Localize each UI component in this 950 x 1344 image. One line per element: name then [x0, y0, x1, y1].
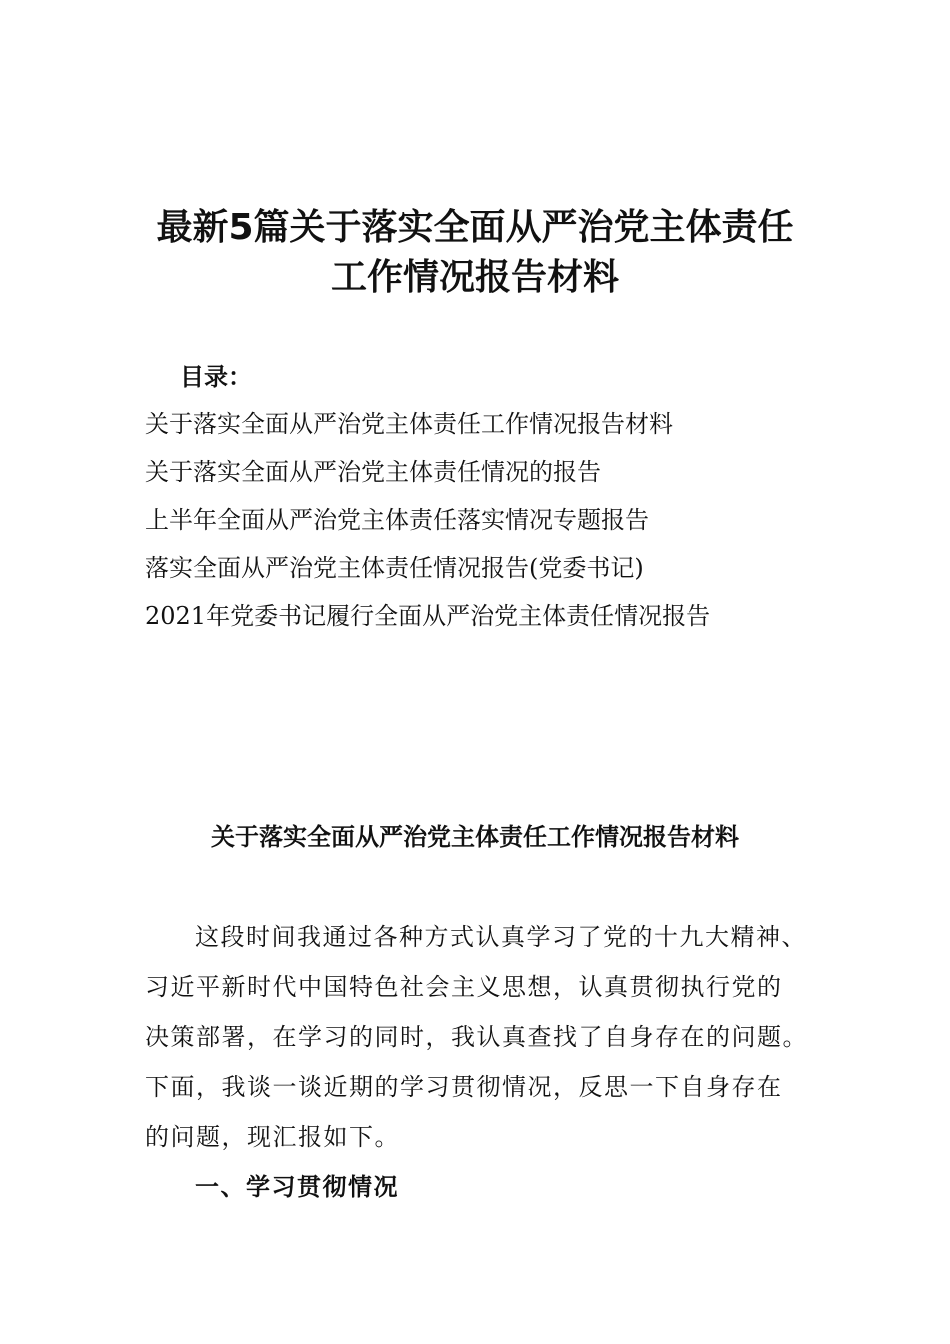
paragraph-line: 的问题，现汇报如下。 [145, 1123, 400, 1151]
toc-heading: 目录： [180, 362, 252, 391]
toc-item[interactable]: 2021年党委书记履行全面从严治党主体责任情况报告 [145, 602, 711, 630]
document-title-line-2: 工作情况报告材料 [330, 257, 619, 298]
section-title: 关于落实全面从严治党主体责任工作情况报告材料 [211, 822, 739, 851]
paragraph-line: 决策部署，在学习的同时，我认真查找了自身存在的问题。 [145, 1023, 808, 1051]
toc-list [145, 407, 865, 647]
paragraph-line: 习近平新时代中国特色社会主义思想，认真贯彻执行党的 [145, 973, 783, 1001]
paragraph-line: 这段时间我通过各种方式认真学习了党的十九大精神、 [195, 923, 807, 951]
toc-item[interactable]: 落实全面从严治党主体责任情况报告(党委书记) [145, 554, 644, 582]
toc-item[interactable]: 上半年全面从严治党主体责任落实情况专题报告 [145, 506, 649, 534]
section-subheading: 一、学习贯彻情况 [195, 1172, 399, 1201]
toc-item[interactable]: 关于落实全面从严治党主体责任工作情况报告材料 [145, 410, 673, 438]
toc-item[interactable]: 关于落实全面从严治党主体责任情况的报告 [145, 458, 601, 486]
paragraph-line: 下面，我谈一谈近期的学习贯彻情况，反思一下自身存在 [145, 1073, 783, 1101]
document-title-line-1: 最新5篇关于落实全面从严治党主体责任 [156, 207, 794, 248]
